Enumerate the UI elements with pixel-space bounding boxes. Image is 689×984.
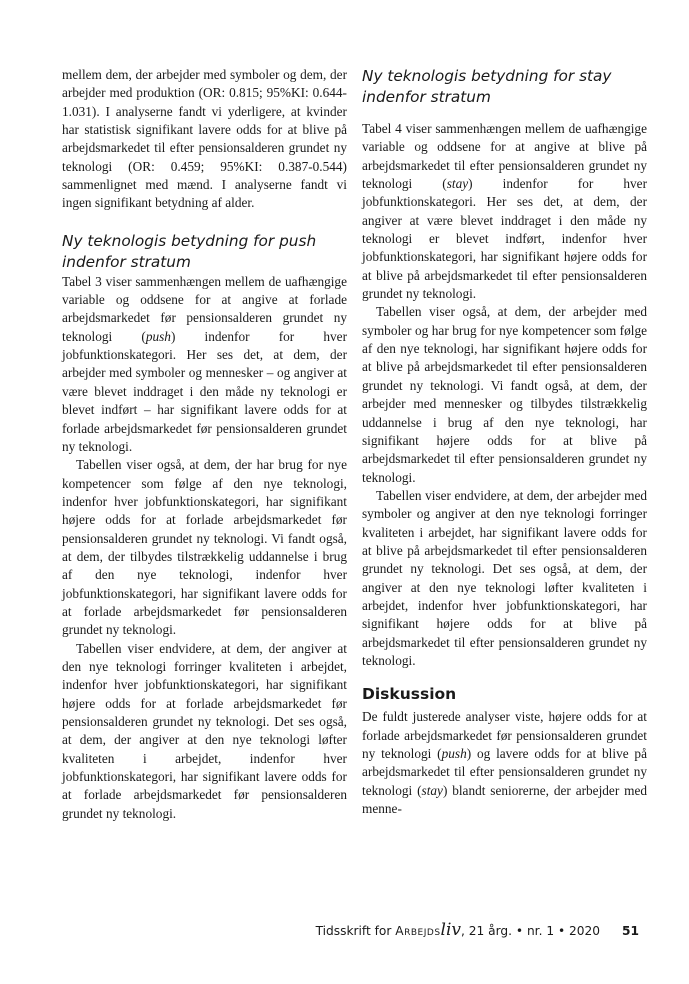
journal-brand-part2: liv [440,920,462,940]
left-column [62,66,347,823]
paragraph: Tabellen viser endvidere, at dem, der arbejder med symboler og angiver at den nye teknologi forringer kvaliteten i arbejdet, har signifikant lavere odds for at blive på arbejdsmarkedet til efter pensionsalderen grundet ny teknologi. Det ses også, at dem, der angiver at den nye teknologi løfter kvaliteten i arbejdet, indenfor hver jobfunktionskategori, har signifikant højere odds for at blive på arbejdsmarkedet til efter pensionsalderen grundet ny teknologi. [362,487,647,668]
subsection-heading: Ny teknologis betydning for stay indenfor stratum [362,67,612,106]
journal-brand-part1: Arbejds [395,924,441,938]
term-stay: stay [446,176,469,192]
section-heading: Diskussion [362,685,457,704]
paragraph: Tabellen viser endvidere, at dem, der angiver at den nye teknologi forringer kvaliteten i arbejdet, indenfor hver jobfunktionskategori, har signifikant højere odds for at forlade arbejdsmarkedet før pensionsalderen grundet ny teknologi. Det ses også, at dem, der angiver at den nye teknologi løfter kvaliteten i arbejdet, indenfor hver jobfunktionskategori, har signifikant lavere odds for at forlade arbejdsmarkedet før pensionsalderen grundet ny teknologi. [62,640,347,821]
text-run: ) indenfor for hver jobfunktionskategori. Her ses det, at dem, der angiver at være blevet inddraget i den måde ny teknologi er blevet indført, indenfor hver jobfunktionskategori, har signifikant højere odds for at blive på arbejdsmarkedet til efter pensionsalderen grundet ny teknologi. [362,176,647,302]
text-run: ) indenfor for hver jobfunktionskategori. Her ses det, at dem, der arbejder med symboler og mennesker – og angiver at være blevet inddraget i den måde ny teknologi er blevet indført – har signifikant lavere odds for at forlade arbejdsmarkedet før pensionsalderen grundet ny teknologi. [62,328,347,454]
text-run: ) blandt seniorerne, der arbejder med menne- [362,782,647,817]
right-column [362,66,647,818]
paragraph: Tabellen viser også, at dem, der har brug for nye kompetencer som følge af den nye teknologi, indenfor hver jobfunktionskategori, har signifikant højere odds for at forlade arbejdsmarkedet før pensionsalderen grundet ny teknologi. Vi fandt også, at dem, der tilbydes tilstrækkelig uddannelse i brug af den nye teknologi, indenfor hver jobfunktionskategori, har signifikant lavere odds for at forlade arbejdsmarkedet før pensionsalderen grundet ny teknologi. [62,457,347,638]
subsection-heading: Ny teknologis betydning for push indenfor stratum [62,231,317,271]
paragraph [62,273,347,456]
paragraph [362,708,647,818]
term-push: push [441,746,467,761]
page-number: 51 [622,924,639,938]
term-stay: stay [421,782,443,798]
term-push: push [145,328,171,344]
paragraph: Tabellen viser også, at dem, der arbejder med symboler og har brug for nye kompetencer som følge af den nye teknologi, har signifikant højere odds for at blive på arbejdsmarkedet til efter pensionsalderen grundet ny teknologi. Vi fandt også, at dem, der arbejder med mennesker og tilbydes tilstrækkelig uddannelse i brug af den nye teknologi, har signifikant højere odds for at blive på arbejdsmarkedet til efter pensionsalderen grundet ny teknologi. [362,304,647,485]
text-run: ) og lavere odds for at blive på arbejdsmarkedet til efter pensionsalderen grundet ny teknologi ( [362,746,647,798]
paragraph [362,120,647,303]
paragraph: mellem dem, der arbejder med symboler og dem, der arbejder med produktion (OR: 0.815; 95%KI: 0.644-1.031). I analyserne fandt vi yderligere, at kvinder har statistisk signifikant lavere odds for at blive på arbejdsmarkedet til efter pensionsalderen grundet ny teknologi (OR: 0.459; 95%KI: 0.387-0.544) sammenlignet med mænd. I analyserne fandt vi ingen signifikant betydning af alder. [62,67,347,211]
text-run: Tabel 4 viser sammenhængen mellem de uafhængige variable og oddsene for at angive at blive på arbejdsmarkedet til efter pensionsalderen grundet ny teknologi ( [362,121,647,192]
text-run: De fuldt justerede analyser viste, højere odds for at forlade arbejdsmarkedet før pensionsalderen grundet ny teknologi ( [362,709,647,761]
page-footer [316,920,639,940]
text-run: Tabel 3 viser sammenhængen mellem de uafhængige variable og oddsene for at angive at forlade arbejdsmarkedet før pensionsalderen grundet ny teknologi ( [62,273,347,344]
issue-info: , 21 årg. • nr. 1 • 2020 [461,924,601,938]
journal-prefix: Tidsskrift for [315,924,396,938]
